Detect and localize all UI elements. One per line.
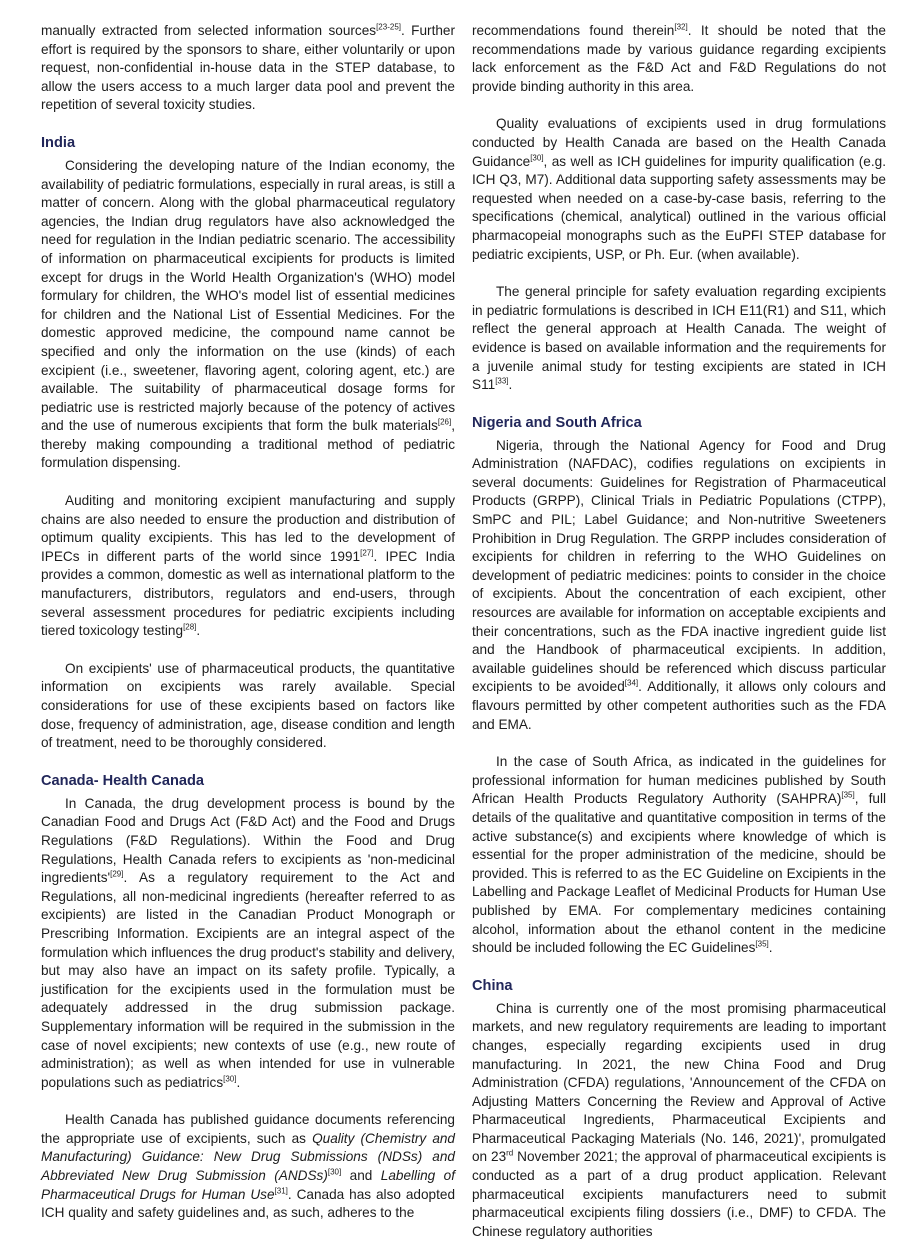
paragraph: Quality evaluations of excipients used in drug formulations conducted by Health Canada are based on the Health Canada Guidance[30], as well as ICH guidelines for impurity qualification (e.g. ICH Q3, M7). Additional data supporting safety assessments may be requested when needed on a case-by-case basis, referring to the specifications (chemical, analytical) outlined in the various official pharmacopeial monographs such as the EuPFI STEP database for pediatric excipients, USP, or Ph. Eur. (when available). bbox=[472, 116, 886, 262]
citation: [29] bbox=[110, 869, 124, 879]
paragraph: The general principle for safety evaluation regarding excipients in pediatric formulations is described in ICH E11(R1) and S11, which reflect the general approach at Health Canada. The weight of evidence is based on available information and the requirements for a juvenile animal study for testing excipients are stated in ICH S11[33]. bbox=[472, 284, 886, 393]
paragraph: Auditing and monitoring excipient manufacturing and supply chains are also needed to ensure the production and distribution of optimum quality excipients. This has led to the development of IPECs in different parts of the world since 1991[27]. IPEC India provides a common, domestic as well as international platform to the manufacturers, distributors, regulators and end-users, through several assessment procedures for pediatric excipients including tiered toxicology testing[28]. bbox=[41, 493, 455, 639]
paragraph: Nigeria, through the National Agency for Food and Drug Administration (NAFDAC), codifies regulations on excipients in several documents: Guidelines for Registration of Pharmaceutical Products (GRPP), Clinical Trials in Pediatric Populations (CTPP), SmPC and PIL; Label Guidance; and Non-nutritive Sweeteners Prohibition in Drug Regulation. The GRPP includes consideration of excipients for children in referring to the WHO Guidelines on development of pediatric medicines: points to consider in the choice of excipients. About the concentration of each excipient, other resources are available for information on acceptable excipients and their concentrations, such as the FDA inactive ingredient guide list and the Handbook of pharmaceutical excipients. In addition, available guidelines should be referenced which discuss particular excipients to be avoided[34]. Additionally, it allows only colours and flavours permitted by other competent authorities such as the FDA and EMA. bbox=[472, 437, 886, 732]
citation: [35] bbox=[755, 939, 769, 949]
citation: [23-25] bbox=[376, 22, 401, 32]
citation: [30] bbox=[530, 153, 544, 163]
citation: [30] bbox=[223, 1074, 237, 1084]
paragraph: In the case of South Africa, as indicated in the guidelines for professional information for human medicines published by South African Health Products Regulatory Authority (SAHPRA)[35], full details of the qualitative and quantitative composition in terms of the active substance(s) and excipients where knowledge of which is essential for the proper administration of the medicine, should be provided. This is referred to as the EC Guideline on Excipients in the Labelling and Package Leaflet of Medicinal Products for Human Use published by EMA. For complementary medicines containing alcohol, information about the ethanol content in the medicine should be included following the EC Guidelines[35]. bbox=[472, 754, 886, 956]
paragraph: manually extracted from selected information sources[23-25]. Further effort is required by the sponsors to share, either voluntarily or upon request, non-confidential in-house data in the STEP database, to allow the users access to a much larger data pool and prevent the repetition of several toxicity studies. bbox=[41, 22, 455, 113]
paragraph: In Canada, the drug development process is bound by the Canadian Food and Drugs Act (F&D Act) and the Food and Drugs Regulations (F&D Regulations). Within the Food and Drug Regulations, Health Canada refers to excipients as 'non-medicinal ingredients'[29]. As a regulatory requirement to the Act and Regulations, all non-medicinal ingredients (hereafter referred to as excipients) are listed in the Canadian Product Monograph or Prescribing Information. Excipients are an integral aspect of the formulation which influences the drug product's stability and delivery, but may also have an impact on its safety profile. Typically, a justification for the excipients used in the formulation must be adequately addressed in the drug submission package. Supplementary information will be required in the submission in the case of novel excipients; new contexts of use (e.g., new route of administration); as well as when intended for use in vulnerable populations such as pediatrics[30]. bbox=[41, 795, 455, 1090]
paragraph: recommendations found therein[32]. It should be noted that the recommendations made by various guidance regarding excipients lack enforcement as the F&D Act and F&D Regulations do not provide binding authority in this area. bbox=[472, 22, 886, 94]
citation: [33] bbox=[495, 376, 509, 386]
right-column bbox=[472, 22, 886, 1260]
citation: [26] bbox=[437, 417, 452, 427]
paragraph: Health Canada has published guidance documents referencing the appropriate use of excipients, such as Quality (Chemistry and Manufacturing) Guidance: New Drug Submissions (NDSs) and Abbreviated New Drug Submission (ANDSs)[30] and Labelling of Pharmaceutical Drugs for Human Use[31]. Canada has also adopted ICH quality and safety guidelines and, as such, adheres to the bbox=[41, 1112, 456, 1221]
citation: [35] bbox=[841, 790, 855, 800]
paragraph: On excipients' use of pharmaceutical products, the quantitative information on excipients was rarely available. Special considerations for use of these excipients based on factors like dose, frequency of administration, age, disease condition and length of treatment, need to be thoroughly considered. bbox=[41, 660, 455, 751]
citation: [27] bbox=[360, 548, 374, 558]
section-heading-india: India bbox=[41, 134, 76, 151]
paragraph: Considering the developing nature of the Indian economy, the availability of pediatric formulations, especially in rural areas, is still a matter of concern. Along with the global pharmaceutical regulatory agencies, the Indian drug regulators have also acknowledged the need for regulation in the Indian pediatric scenario. The accessibility of information on pharmaceutical excipients for products is limited except for drugs in the World Health Organization's (WHO) model formulary for children, the WHO's model list of essential medicines for children and the National List of Essential Medicines. For the domestic approved medicine, the compound name cannot be specified and only the information on the use (kinds) of each excipient (i.e., sweetener, flavoring agent, coloring agent, etc.) are available. The suitability of pharmaceutical dosage forms for pediatric use is restricted majorly because of the potency of actives and the use of numerous excipients that form the bulk materials[26], thereby making compounding a traditional method of pediatric formulation dispensing. bbox=[41, 157, 455, 471]
citation: [34] bbox=[624, 678, 639, 688]
section-heading-nigeria-south-africa: Nigeria and South Africa bbox=[472, 414, 642, 431]
section-heading-canada: Canada- Health Canada bbox=[41, 772, 205, 789]
left-column bbox=[41, 22, 455, 1242]
section-heading-china: China bbox=[472, 977, 513, 994]
citation: [31] bbox=[274, 1186, 288, 1196]
citation: [30] bbox=[327, 1167, 342, 1177]
paragraph: China is currently one of the most promising pharmaceutical markets, and new regulatory requirements are leading to important changes, especially regarding excipients used in drug manufacturing. In 2021, the new China Food and Drug Administration (CFDA) regulations, 'Announcement of the CFDA on Adjusting Matters Concerning the Review and Approval of Active Pharmaceutical Ingredients, Pharmaceutical Excipients and Pharmaceutical Packaging Materials (No. 146, 2021)', promulgated on 23rd November 2021; the approval of pharmaceutical excipients is conducted as a part of a drug product application. Relevant pharmaceutical excipients manufacturers need to submit pharmaceutical excipients filing dossiers (i.e., DMF) to CFDA. The Chinese regulatory authorities bbox=[472, 1000, 886, 1239]
ordinal-suffix: rd bbox=[506, 1148, 514, 1158]
citation: [28] bbox=[183, 622, 197, 632]
citation: [32] bbox=[674, 22, 688, 32]
